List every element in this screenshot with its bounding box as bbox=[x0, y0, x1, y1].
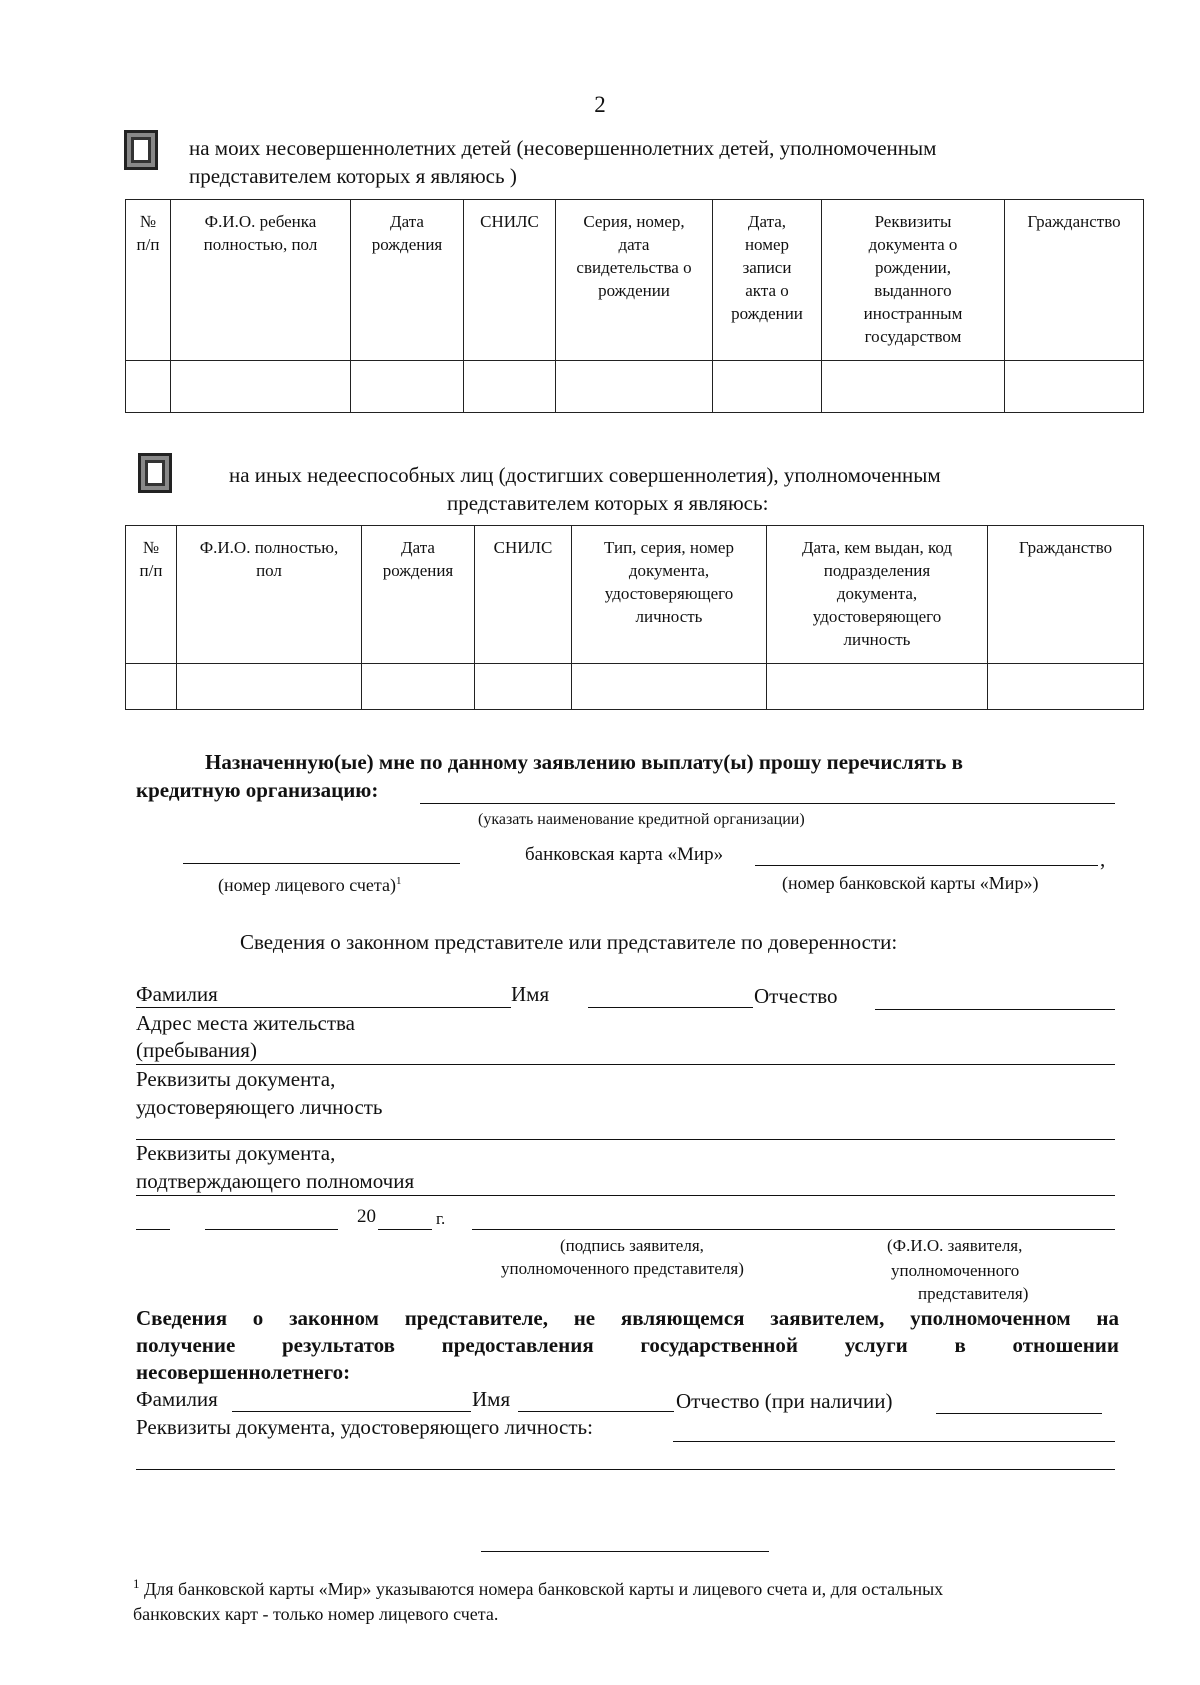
rep-surname-label: Фамилия bbox=[136, 982, 218, 1006]
footnote-reference: 1 bbox=[395, 875, 402, 887]
legal-rep-surname-field[interactable] bbox=[232, 1411, 471, 1412]
footnote-separator bbox=[481, 1551, 769, 1552]
minors-header-cell: Реквизиты документа о рождении, выданного иностранным государством bbox=[822, 200, 1005, 361]
incapacitated-table-header-row bbox=[126, 526, 1144, 664]
rep-authority-doc-field[interactable] bbox=[136, 1195, 1115, 1196]
rep-id-doc-label-1: Реквизиты документа, bbox=[136, 1067, 336, 1091]
legal-rep-patronymic-label: Отчество (при наличии) bbox=[676, 1389, 893, 1413]
payment-request-line-2: кредитную организацию: bbox=[136, 778, 379, 802]
legal-rep-id-doc-label: Реквизиты документа, удостоверяющего личность: bbox=[136, 1415, 593, 1439]
date-year-suffix: г. bbox=[436, 1209, 446, 1228]
table-cell[interactable] bbox=[1005, 361, 1144, 413]
incapacitated-checkbox-label-2: представителем которых я являюсь: bbox=[447, 491, 769, 515]
rep-address-field[interactable] bbox=[136, 1064, 1115, 1065]
rep-patronymic-field[interactable] bbox=[875, 1009, 1115, 1010]
representative-heading: Сведения о законном представителе или представителе по доверенности: bbox=[240, 930, 898, 954]
table-cell[interactable] bbox=[464, 361, 556, 413]
legal-rep-surname-label: Фамилия bbox=[136, 1387, 218, 1411]
legal-rep-name-label: Имя bbox=[472, 1387, 511, 1411]
minors-table-empty-row bbox=[126, 361, 1144, 413]
mir-card-comma: , bbox=[1100, 847, 1106, 871]
incapacitated-checkbox-label-1: на иных недееспособных лиц (достигших совершеннолетия), уполномоченным bbox=[229, 463, 941, 487]
mir-card-label: банковская карта «Мир» bbox=[525, 844, 724, 865]
minors-checkbox[interactable] bbox=[124, 130, 158, 170]
signature-caption-2: уполномоченного представителя) bbox=[501, 1259, 744, 1278]
minors-header-cell: № п/п bbox=[126, 200, 171, 361]
table-cell[interactable] bbox=[362, 664, 475, 710]
mir-card-number-field[interactable] bbox=[755, 865, 1098, 866]
incapacitated-header-cell: Тип, серия, номер документа, удостоверяющего личность bbox=[572, 526, 767, 664]
table-cell[interactable] bbox=[988, 664, 1144, 710]
table-cell[interactable] bbox=[713, 361, 822, 413]
incapacitated-header-cell: СНИЛС bbox=[475, 526, 572, 664]
rep-authority-doc-label-2: подтверждающего полномочия bbox=[136, 1169, 415, 1193]
minors-header-cell: Дата, номер записи акта о рождении bbox=[713, 200, 822, 361]
incapacitated-checkbox[interactable] bbox=[138, 453, 172, 493]
incapacitated-table-empty-row bbox=[126, 664, 1144, 710]
date-day-field[interactable] bbox=[136, 1229, 170, 1230]
incapacitated-header-cell: Дата, кем выдан, код подразделения документа, удостоверяющего личность bbox=[767, 526, 988, 664]
minors-table bbox=[125, 199, 1144, 413]
table-cell[interactable] bbox=[767, 664, 988, 710]
fio-caption-1: (Ф.И.О. заявителя, bbox=[887, 1236, 1023, 1255]
rep-name-label: Имя bbox=[511, 982, 550, 1006]
legal-rep-id-doc-field[interactable] bbox=[673, 1441, 1115, 1442]
rep-address-label-1: Адрес места жительства bbox=[136, 1011, 355, 1035]
minors-table-header-row bbox=[126, 200, 1144, 361]
legal-rep-name-field[interactable] bbox=[518, 1411, 674, 1412]
minors-header-cell: Дата рождения bbox=[351, 200, 464, 361]
table-cell[interactable] bbox=[126, 361, 171, 413]
rep-address-label-2: (пребывания) bbox=[136, 1038, 257, 1062]
table-cell[interactable] bbox=[572, 664, 767, 710]
rep-id-doc-label-2: удостоверяющего личность bbox=[136, 1095, 383, 1119]
table-cell[interactable] bbox=[126, 664, 177, 710]
minors-checkbox-label-2: представителем которых я являюсь ) bbox=[189, 164, 517, 188]
footnote-text-2: банковских карт - только номер лицевого счета. bbox=[133, 1604, 499, 1624]
rep-authority-doc-label-1: Реквизиты документа, bbox=[136, 1141, 336, 1165]
legal-rep-heading-1: Сведения о законном представителе, не являющемся заявителем, уполномоченном на bbox=[136, 1306, 1119, 1330]
incapacitated-header-cell: Дата рождения bbox=[362, 526, 475, 664]
fio-caption-2: уполномоченного bbox=[891, 1261, 1020, 1280]
personal-account-caption: (номер лицевого счета)$^1$ bbox=[218, 875, 402, 895]
table-cell[interactable] bbox=[556, 361, 713, 413]
credit-organization-field[interactable] bbox=[420, 803, 1115, 804]
table-cell[interactable] bbox=[475, 664, 572, 710]
signature-caption-1: (подпись заявителя, bbox=[560, 1236, 704, 1255]
footnote-text-1: $^1$ Для банковской карты «Мир» указываются номера банковской карты и лицевого счета и, для остальных bbox=[133, 1576, 944, 1599]
credit-organization-caption: (указать наименование кредитной организации) bbox=[478, 811, 805, 828]
mir-card-caption: (номер банковской карты «Мир») bbox=[782, 873, 1039, 893]
minors-header-cell: Серия, номер, дата свидетельства о рождении bbox=[556, 200, 713, 361]
incapacitated-table bbox=[125, 525, 1144, 710]
legal-rep-id-doc-field-2[interactable] bbox=[136, 1469, 1115, 1470]
rep-patronymic-label: Отчество bbox=[754, 984, 838, 1008]
incapacitated-header-cell: Гражданство bbox=[988, 526, 1144, 664]
personal-account-field[interactable] bbox=[183, 863, 460, 864]
fio-caption-3: представителя) bbox=[918, 1284, 1029, 1303]
date-year-field[interactable] bbox=[378, 1229, 432, 1230]
table-cell[interactable] bbox=[177, 664, 362, 710]
date-month-field[interactable] bbox=[205, 1229, 338, 1230]
minors-header-cell: Гражданство bbox=[1005, 200, 1144, 361]
incapacitated-header-cell: № п/п bbox=[126, 526, 177, 664]
payment-request-line-1: Назначенную(ые) мне по данному заявлению выплату(ы) прошу перечислять в bbox=[205, 750, 963, 774]
table-cell[interactable] bbox=[351, 361, 464, 413]
rep-surname-field[interactable] bbox=[136, 1007, 511, 1008]
minors-header-cell: СНИЛС bbox=[464, 200, 556, 361]
table-cell[interactable] bbox=[822, 361, 1005, 413]
rep-name-field[interactable] bbox=[588, 1007, 753, 1008]
date-year-prefix: 20 bbox=[357, 1206, 376, 1227]
table-cell[interactable] bbox=[171, 361, 351, 413]
minors-header-cell: Ф.И.О. ребенка полностью, пол bbox=[171, 200, 351, 361]
legal-rep-heading-3: несовершеннолетнего: bbox=[136, 1360, 351, 1384]
legal-rep-heading-2: получение результатов предоставления государственной услуги в отношении bbox=[136, 1333, 1119, 1357]
signature-field[interactable] bbox=[472, 1229, 1115, 1230]
page-number: 2 bbox=[594, 92, 606, 117]
footnote-mark: 1 bbox=[133, 1576, 140, 1591]
legal-rep-patronymic-field[interactable] bbox=[936, 1413, 1102, 1414]
incapacitated-header-cell: Ф.И.О. полностью, пол bbox=[177, 526, 362, 664]
minors-checkbox-label-1: на моих несовершеннолетних детей (несовершеннолетних детей, уполномоченным bbox=[189, 136, 937, 160]
